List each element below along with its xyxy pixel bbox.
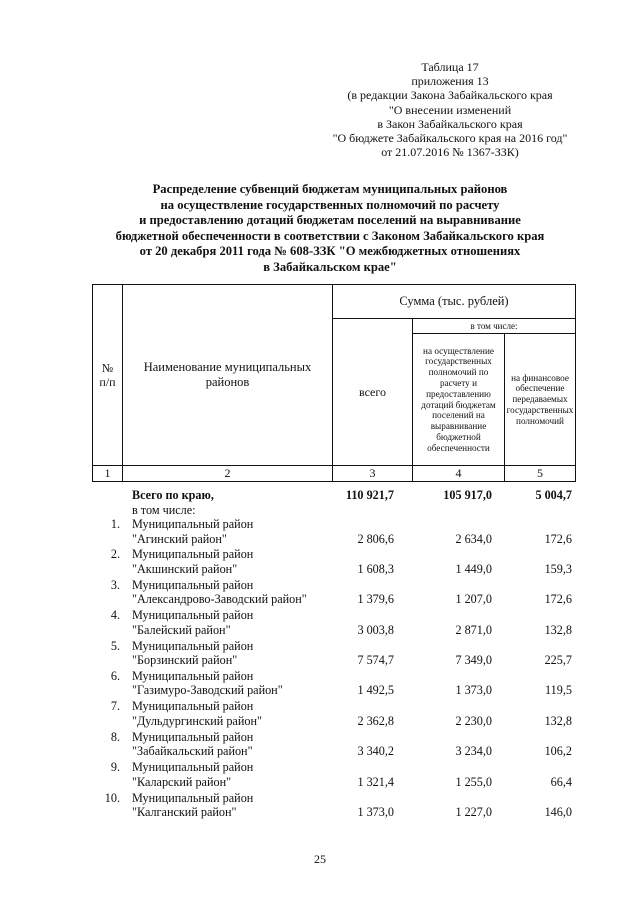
header-district-name: Наименование муниципальных районов xyxy=(123,285,333,466)
district-name-line2: "Газимуро-Заводский район" xyxy=(132,683,283,698)
district-name-line2: "Калганский район" xyxy=(132,805,237,820)
table-row-values xyxy=(92,562,572,577)
table-row xyxy=(92,547,572,562)
row-number: 5. xyxy=(110,638,120,653)
including-label: в том числе: xyxy=(132,502,196,517)
summary-label: Всего по краю, xyxy=(132,488,214,502)
reference-line: от 21.07.2016 № 1367-ЗЗК) xyxy=(381,145,519,160)
value-total: 1 379,6 xyxy=(357,592,394,607)
value-sub2: 119,5 xyxy=(545,683,572,698)
row-number: 4. xyxy=(110,608,120,623)
value-sub2: 132,8 xyxy=(544,622,572,637)
title-line: в Забайкальском крае" xyxy=(263,259,397,274)
title-line: от 20 декабря 2011 года № 608-ЗЗК "О межбюджетных отношениях xyxy=(139,244,521,259)
value-sub1: 1 227,0 xyxy=(455,805,492,820)
value-sub1: 2 230,0 xyxy=(455,713,492,728)
district-name-line1: Муниципальный район xyxy=(132,577,254,592)
column-number: 5 xyxy=(505,466,576,482)
header-including: в том числе: xyxy=(413,319,576,334)
value-total: 1 492,5 xyxy=(357,683,394,698)
value-sub2: 159,3 xyxy=(544,561,572,576)
column-numbers-row xyxy=(93,466,576,482)
value-sub2: 146,0 xyxy=(544,805,572,820)
value-sub1: 1 255,0 xyxy=(455,774,492,789)
value-sub1: 7 349,0 xyxy=(455,653,492,668)
table-row-values xyxy=(92,653,572,668)
value-sub1: 2 871,0 xyxy=(455,622,492,637)
value-sub2: 172,6 xyxy=(544,531,572,546)
district-name-line2: "Дульдургинский район" xyxy=(132,713,262,728)
value-sub1: 2 634,0 xyxy=(455,531,492,546)
value-total: 1 608,3 xyxy=(357,561,394,576)
table-row-values xyxy=(92,623,572,638)
header-financial-support: на финансовое обеспечение передаваемых государственных полномочий xyxy=(505,334,576,466)
value-sub1: 3 234,0 xyxy=(455,744,492,759)
district-name-line1: Муниципальный район xyxy=(132,547,254,562)
district-name-line2: "Агинский район" xyxy=(132,531,227,546)
district-name-line2: "Акшинский район" xyxy=(132,561,238,576)
table-body xyxy=(92,488,572,821)
title-line: на осуществление государственных полномочий по расчету xyxy=(160,197,500,212)
district-name-line1: Муниципальный район xyxy=(132,638,254,653)
district-name-line1: Муниципальный район xyxy=(132,517,254,531)
row-number: 1. xyxy=(110,517,120,531)
district-name-line2: "Александрово-Заводский район" xyxy=(132,592,307,607)
summary-including-row xyxy=(92,503,572,518)
row-number: 10. xyxy=(104,790,120,805)
table-row xyxy=(92,730,572,745)
district-name-line1: Муниципальный район xyxy=(132,760,254,775)
table-row xyxy=(92,669,572,684)
value-sub2: 132,8 xyxy=(544,713,572,728)
header-total: всего xyxy=(333,319,413,466)
value-sub2: 66,4 xyxy=(550,774,572,789)
table-row-values xyxy=(92,592,572,607)
summary-row xyxy=(92,488,572,503)
table-header xyxy=(92,284,576,482)
district-name-line1: Муниципальный район xyxy=(132,668,254,683)
value-total: 1 373,0 xyxy=(357,805,394,820)
value-sub2: 172,6 xyxy=(544,592,572,607)
reference-line: (в редакции Закона Забайкальского края xyxy=(347,88,553,103)
row-number: 3. xyxy=(110,577,120,592)
value-total: 7 574,7 xyxy=(357,653,394,668)
table-row xyxy=(92,608,572,623)
table-row-values xyxy=(92,805,572,820)
reference-line: Таблица 17 xyxy=(421,60,479,74)
value-sub2: 225,7 xyxy=(544,653,572,668)
row-number: 6. xyxy=(110,668,120,683)
value-total: 1 321,4 xyxy=(357,774,394,789)
value-total: 2 362,8 xyxy=(357,713,394,728)
table-row-values xyxy=(92,683,572,698)
district-name-line1: Муниципальный район xyxy=(132,729,254,744)
table-row xyxy=(92,578,572,593)
reference-line: в Закон Забайкальского края xyxy=(377,116,523,131)
table-row xyxy=(92,699,572,714)
table-row xyxy=(92,639,572,654)
district-name-line2: "Каларский район" xyxy=(132,774,232,789)
value-sub1: 1 449,0 xyxy=(455,561,492,576)
page-number: 25 xyxy=(314,852,326,866)
value-total: 2 806,6 xyxy=(357,531,394,546)
value-total: 3 003,8 xyxy=(357,622,394,637)
title-line: бюджетной обеспеченности в соответствии с Законом Забайкальского края xyxy=(115,228,545,243)
reference-line: приложения 13 xyxy=(411,74,489,89)
district-name-line2: "Балейский район" xyxy=(132,622,231,637)
summary-sub1: 105 917,0 xyxy=(443,488,492,502)
district-name-line2: "Борзинский район" xyxy=(132,653,238,668)
value-sub2: 106,2 xyxy=(544,744,572,759)
row-number: 7. xyxy=(110,699,120,714)
table-row xyxy=(92,760,572,775)
header-number: № п/п xyxy=(93,285,123,466)
title-line: Распределение субвенций бюджетам муниципальных районов xyxy=(152,182,508,196)
table-row xyxy=(92,517,572,532)
table-row-values xyxy=(92,775,572,790)
header-subsidy-calculation: на осуществление государственных полномочий по расчету и предоставлению дотаций бюджетам поселений на выравнивание бюджетной обеспеченности xyxy=(413,334,505,466)
district-name-line2: "Забайкальский район" xyxy=(132,744,253,759)
document-title xyxy=(90,182,570,276)
table-row xyxy=(92,791,572,806)
value-sub1: 1 207,0 xyxy=(455,592,492,607)
table-row-values xyxy=(92,532,572,547)
document-reference xyxy=(300,60,600,159)
value-sub1: 1 373,0 xyxy=(455,683,492,698)
reference-line: "О бюджете Забайкальского края на 2016 год" xyxy=(332,131,568,146)
column-number: 3 xyxy=(333,466,413,482)
header-sum: Сумма (тыс. рублей) xyxy=(333,285,576,319)
row-number: 9. xyxy=(110,760,120,775)
district-name-line1: Муниципальный район xyxy=(132,790,254,805)
value-total: 3 340,2 xyxy=(357,744,394,759)
reference-line: "О внесении изменений xyxy=(388,102,512,117)
district-rows xyxy=(92,517,572,821)
district-name-line1: Муниципальный район xyxy=(132,699,254,714)
column-number: 2 xyxy=(123,466,333,482)
table-row-values xyxy=(92,744,572,759)
summary-total: 110 921,7 xyxy=(345,488,394,502)
row-number: 8. xyxy=(110,729,120,744)
district-name-line1: Муниципальный район xyxy=(132,608,254,623)
title-line: и предоставлению дотаций бюджетам поселений на выравнивание xyxy=(139,213,521,228)
summary-sub2: 5 004,7 xyxy=(535,488,572,502)
column-number: 4 xyxy=(413,466,505,482)
table-row-values xyxy=(92,714,572,729)
column-number: 1 xyxy=(93,466,123,482)
row-number: 2. xyxy=(110,547,120,562)
